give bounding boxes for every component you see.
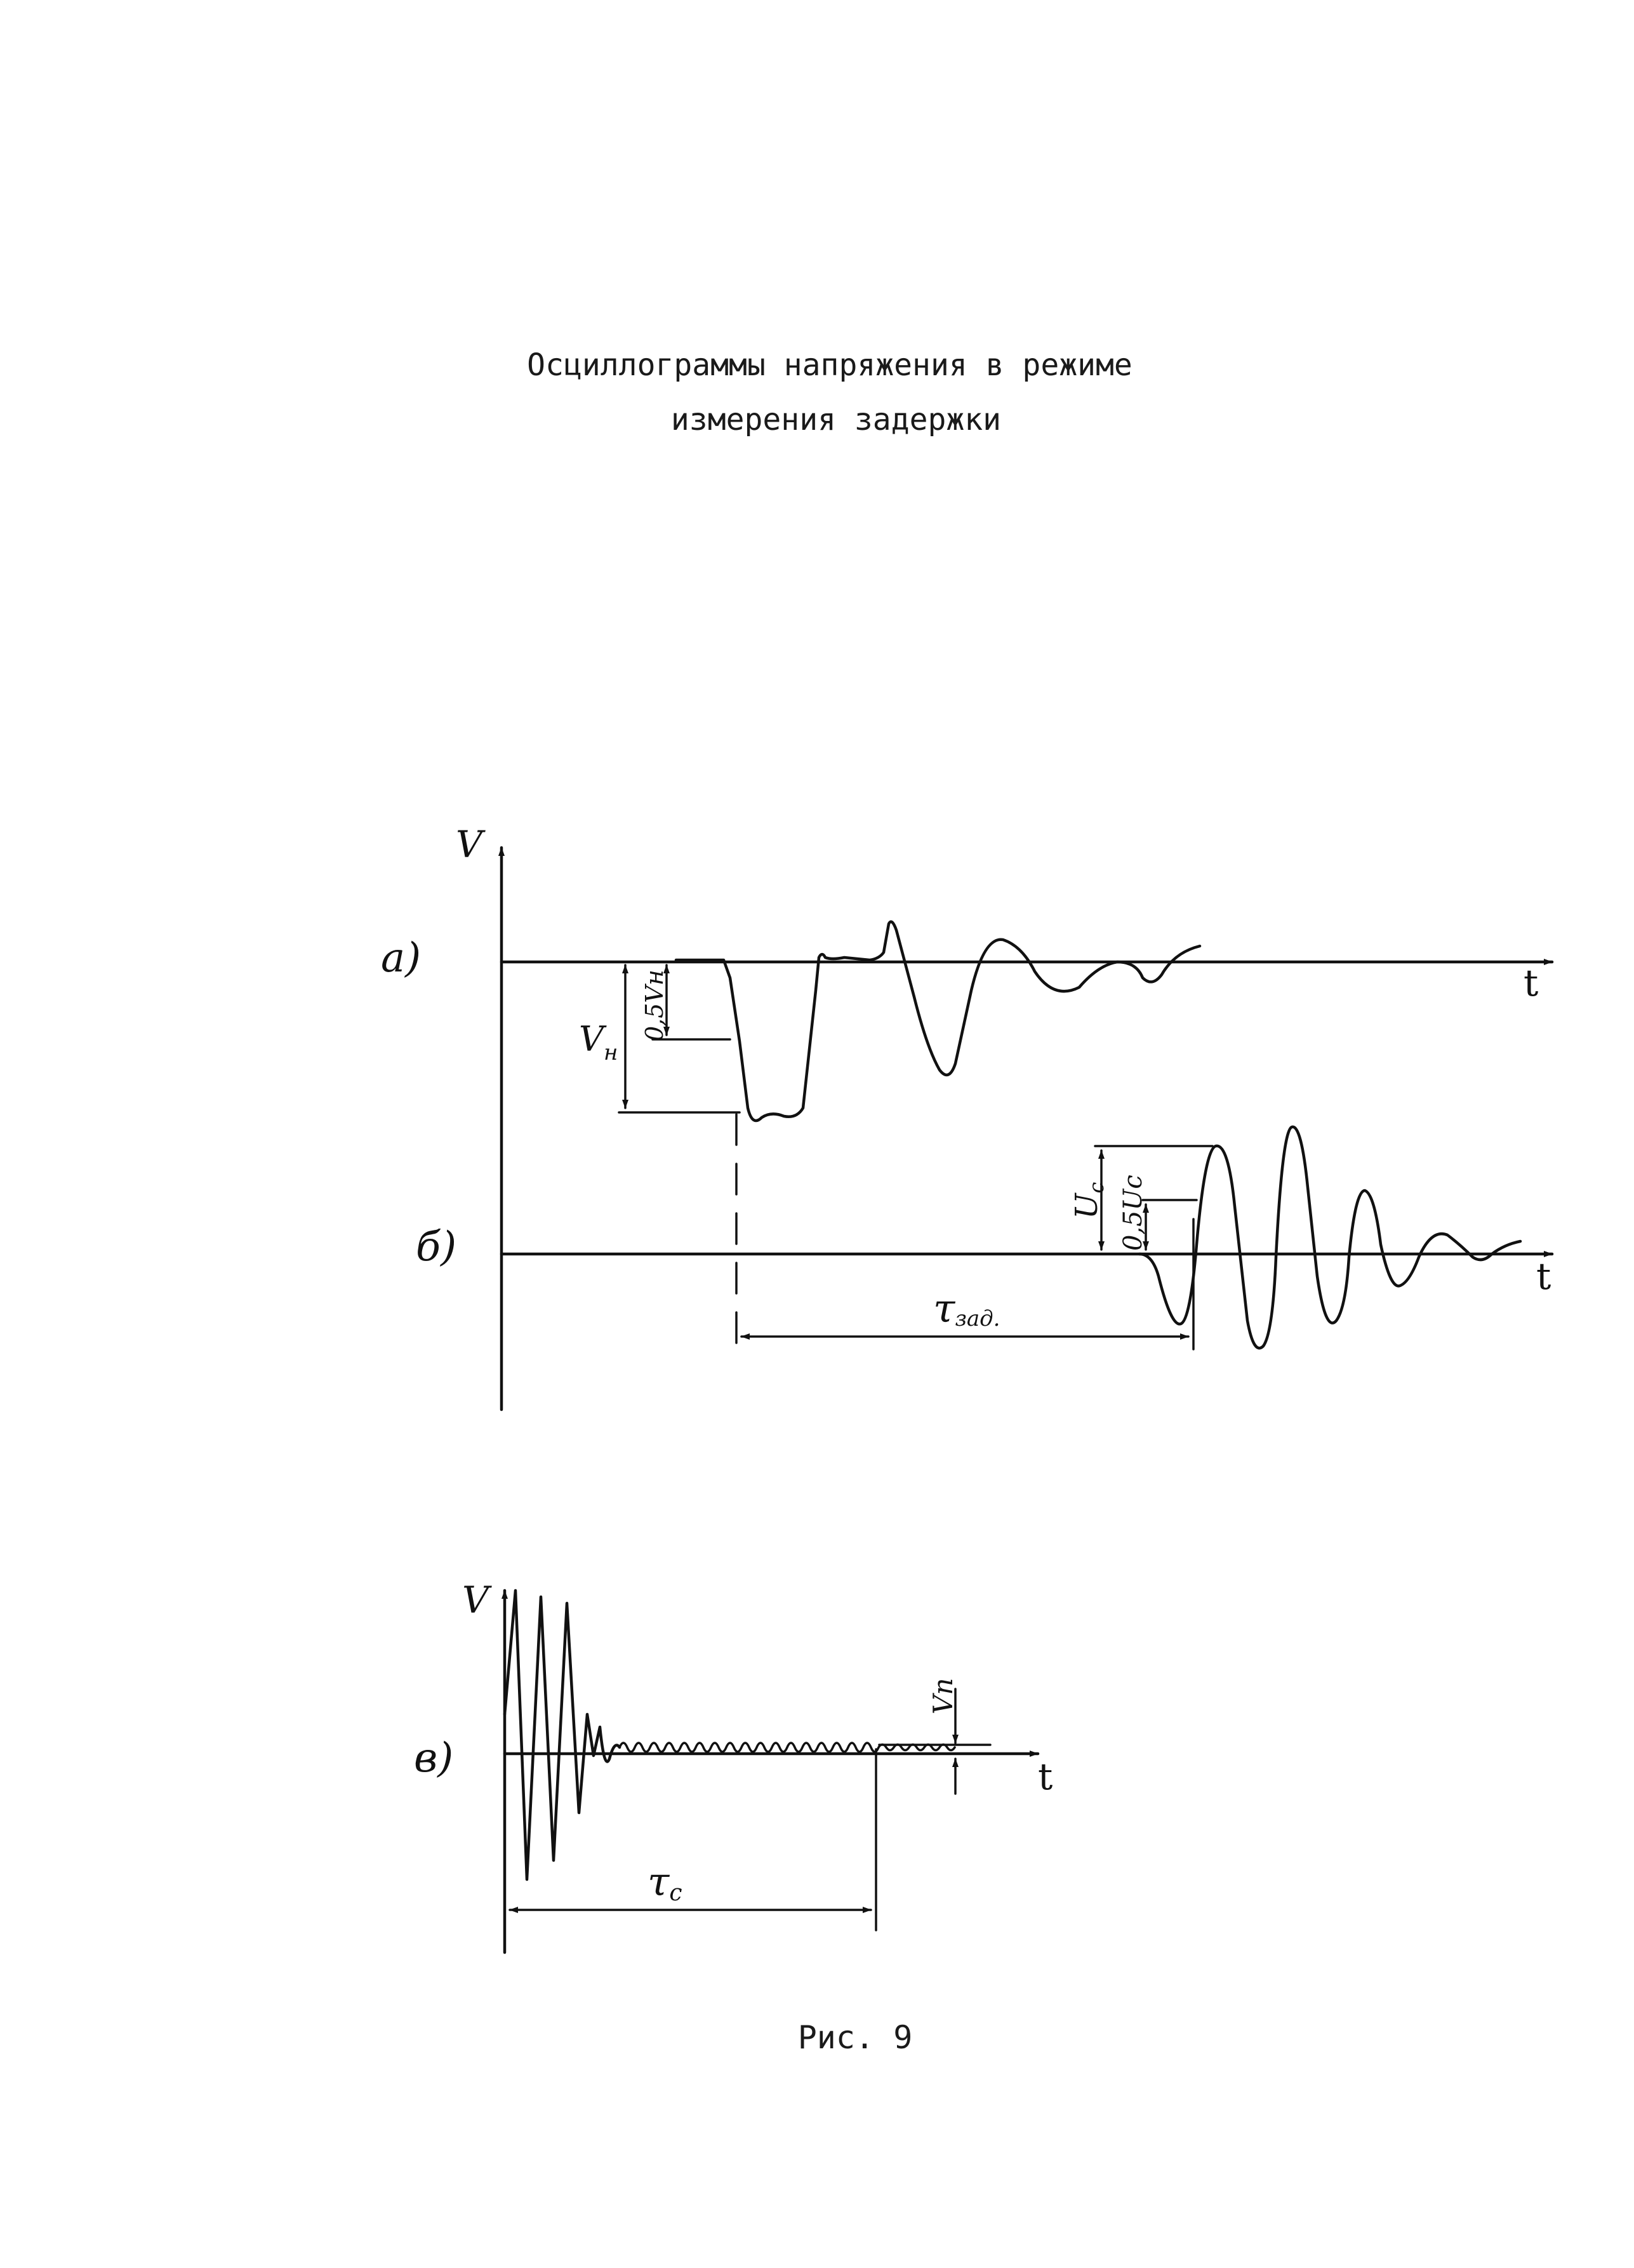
diagram-v xyxy=(414,1578,1053,1952)
panel-label-b: б) xyxy=(416,1224,457,1271)
diagram-b xyxy=(416,1127,1552,1349)
vn-label: $V_н$ xyxy=(579,1019,618,1065)
panel-label-a: а) xyxy=(381,935,422,982)
waveform-v xyxy=(505,1591,620,1879)
x-axis-label-b: t xyxy=(1536,1255,1551,1298)
waveform-b xyxy=(1139,1127,1520,1348)
noise-label: Vп xyxy=(927,1678,959,1714)
settling-label: τc xyxy=(648,1858,682,1906)
waveform-a xyxy=(676,922,1200,1121)
figure-caption: Рис. 9 xyxy=(797,2019,913,2056)
y-axis-label-v: V xyxy=(462,1578,489,1622)
y-axis-label: V xyxy=(456,823,482,866)
half-vn-label: 0,5Vн xyxy=(641,970,668,1041)
title-line-1: Осциллограммы напряжения в режиме xyxy=(527,347,1133,383)
x-axis-label-v: t xyxy=(1038,1755,1053,1798)
x-axis-label-a: t xyxy=(1524,961,1539,1004)
title-line-2: измерения задержки xyxy=(670,402,1002,437)
uc-label: $U_c$ xyxy=(1069,1182,1108,1219)
half-uc-label: 0,5Uc xyxy=(1119,1175,1148,1251)
delay-label: τзад. xyxy=(933,1285,1000,1331)
panel-label-v: в) xyxy=(414,1735,454,1782)
